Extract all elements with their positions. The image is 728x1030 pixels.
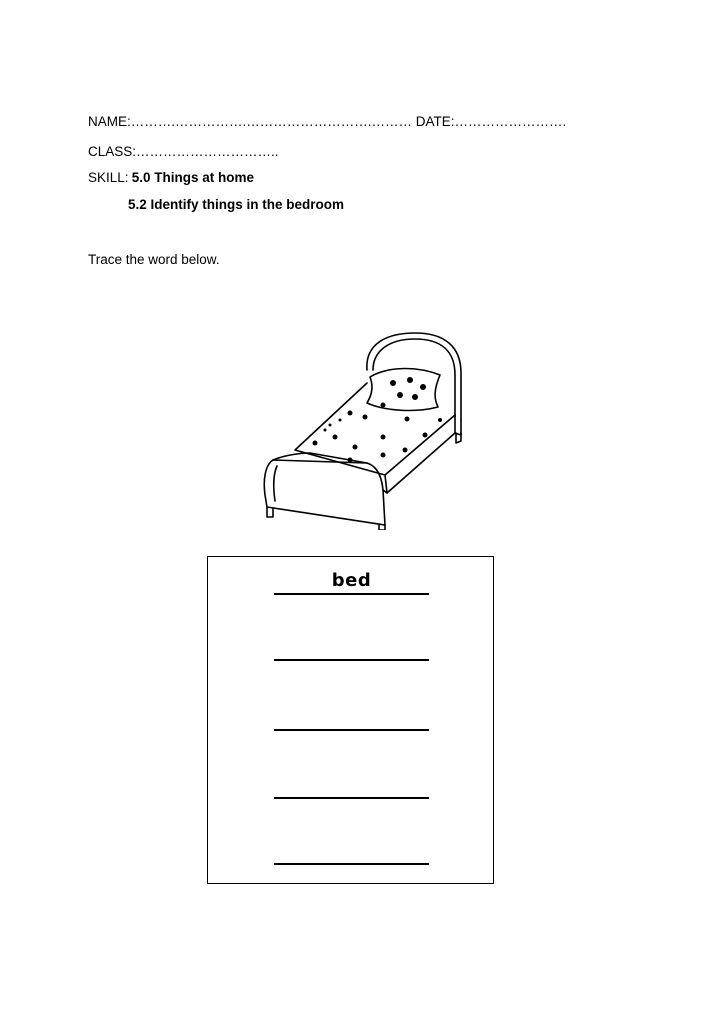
class-line[interactable]: CLASS:………………………….. xyxy=(88,144,279,159)
skill-item-2: 5.2 Identify things in the bedroom xyxy=(128,197,345,212)
skill-line xyxy=(88,170,254,185)
trace-row-3[interactable] xyxy=(274,705,429,731)
name-date-line[interactable]: NAME:……….…………….……………………….……… DATE:……………………. xyxy=(88,114,567,129)
instructions: Trace the word below. xyxy=(88,252,220,267)
skill-label: SKILL: xyxy=(88,170,129,185)
trace-row-4[interactable] xyxy=(274,773,429,799)
trace-row-1[interactable] xyxy=(274,569,429,595)
trace-row-5[interactable] xyxy=(274,839,429,865)
trace-word: bed xyxy=(331,570,372,591)
trace-row-2[interactable] xyxy=(274,635,429,661)
skill-item-1: 5.0 Things at home xyxy=(131,170,255,185)
bed-icon xyxy=(255,325,470,530)
tracing-box xyxy=(207,556,494,884)
